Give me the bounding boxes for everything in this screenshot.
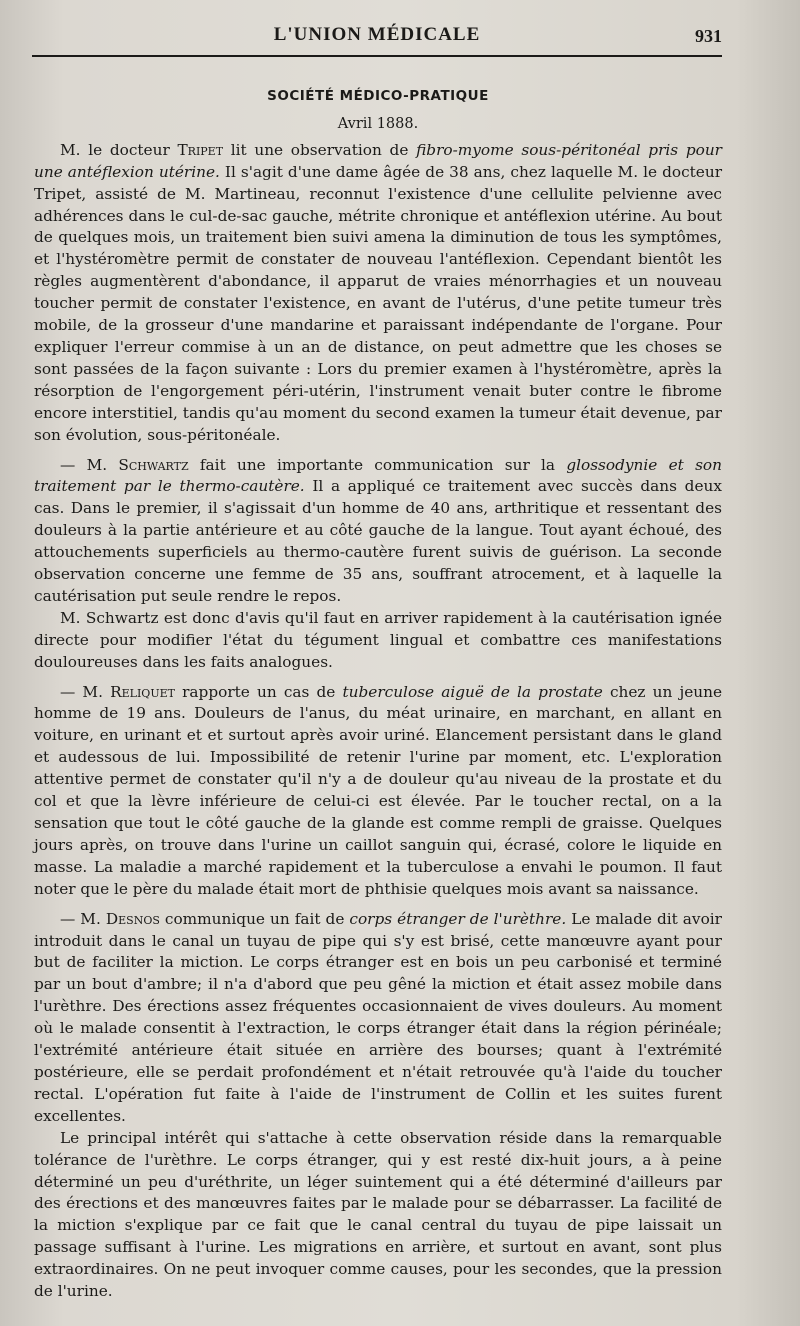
- text-run: — M.: [60, 682, 111, 701]
- emphasis-title: fibro-myome sous-péritonéal pris pour une antéflexion utérine.: [34, 140, 722, 181]
- page-number: 931: [695, 26, 722, 46]
- paragraph-tripet: [34, 140, 722, 447]
- paragraph-desnos-discussion: Le principal intérêt qui s'attache à cette observation réside dans la remarquable tolérance de l'urèthre. Le corps étranger, qui y est resté dix-huit jours, a à peine déterminé un peu d'uréthrite, un léger suintement qui a été déterminé d'ailleurs par des érections et des manœuvres faites par le malade pour se débarrasser. La facilité de la miction s'explique par ce fait que le canal central du tuyau de pipe laissait un passage suffisant à l'urine. Les migrations en arrière, et surtout en avant, sont plus extraordinaires. On ne peut invoquer comme causes, pour les secondes, que la pression de l'urine.: [34, 1128, 722, 1301]
- paragraph-desnos: [34, 909, 722, 1128]
- section-title: SOCIÉTÉ MÉDICO-PRATIQUE: [267, 88, 489, 104]
- text-run: M. le docteur: [60, 140, 178, 159]
- emphasis-title: glossodynie et son traitement par le thermo-cautère.: [34, 455, 722, 496]
- article-body: [34, 86, 722, 1303]
- author-name: Desnos: [105, 909, 160, 928]
- author-name: Schwartz: [118, 455, 189, 474]
- emphasis-title: tuberculose aiguë de la prostate: [342, 682, 603, 701]
- text-run: Il a appliqué ce traitement avec succès dans deux cas. Dans le premier, il s'agissait d'un homme de 40 ans, arthritique et ressentant des douleurs à la partie antérieure et au côté gauche de la langue. Tout ayant échoué, des attouchements superficiels au thermo-cautère furent suivis de guérison. La seconde observation concerne une femme de 35 ans, souffrant atrocement, et à laquelle la cautérisation put seule rendre le repos.: [34, 477, 722, 605]
- paragraph-schwartz: [34, 455, 722, 608]
- section-date: Avril 1888.: [337, 115, 419, 132]
- text-run: fait une importante communication sur la: [188, 455, 567, 474]
- paragraph-reliquet: [34, 682, 722, 901]
- text-run: rapporte un cas de: [174, 682, 343, 701]
- text-run: chez un jeune homme de 19 ans. Douleurs de l'anus, du méat urinaire, en marchant, en allant en voiture, en urinant et et surtout après avoir uriné. Elancement persistant dans le gland et audessous de lui. Impossibilité de retenir l'urine par moment, etc. L'exploration attentive permet de constater qu'il n'y a de douleur qu'au niveau de la prostate et du col et que la lèvre inférieure de celui-ci est élevée. Par le toucher rectal, on a la sensation que tout le côté gauche de la glande est comme rempli de graisse. Quelques jours après, on trouve dans l'urine un caillot sanguin qui, écrasé, colore le liquide en masse. La maladie a marché rapidement et la tuberculose a envahi le poumon. Il faut noter que le père du malade était mort de phthisie quelques mois avant sa naissance.: [34, 682, 723, 898]
- text-run: communique un fait de: [159, 909, 350, 928]
- text-run: — M.: [60, 909, 106, 928]
- header-rule: [32, 55, 722, 57]
- running-header: [32, 20, 722, 50]
- text-run: — M.: [60, 455, 119, 474]
- paragraph-schwartz-conclusion: M. Schwartz est donc d'avis qu'il faut en arriver rapidement à la cautérisation ignée directe pour modifier l'état du tégument lingual et combattre ces manifestations douloureuses dans les faits analogues.: [34, 608, 722, 671]
- author-name: Tripet: [177, 140, 224, 159]
- author-name: Reliquet: [110, 682, 175, 701]
- text-run: lit une observation de: [223, 140, 417, 159]
- emphasis-title: corps étranger de l'urèthre.: [349, 909, 567, 928]
- text-run: Il s'agit d'une dame âgée de 38 ans, chez laquelle M. le docteur Tripet, assisté de M. Martineau, reconnut l'existence d'une cellulite pelvienne avec adhérences dans le cul-de-sac gauche, métrite chronique et antéflexion utérine. Au bout de quelques mois, un traitement bien suivi amena la diminution de tous les symptômes, et l'hystéromètre permit de constater de nouveau l'antéflexion. Cependant bientôt les règles augmentèrent d'abondance, il apparut de vraies ménorrhagies et un nouveau toucher permit de constater l'existence, en avant de l'utérus, d'une petite tumeur très mobile, de la grosseur d'une mandarine et paraissant indépendante de l'organe. Pour expliquer l'erreur commise à un an de distance, on peut admettre que les choses se sont passées de la façon suivante : Lors du premier examen à l'hystéromètre, après la résorption de l'engorgement péri-utérin, l'instrument venait buter contre le fibrome encore interstitiel, tandis qu'au moment du second examen la tumeur était devenue, par son évolution, sous-péritonéale.: [34, 162, 723, 444]
- journal-title: L'UNION MÉDICALE: [273, 24, 481, 45]
- text-run: Le malade dit avoir introduit dans le canal un tuyau de pipe qui s'y est brisé, cette manœuvre ayant pour but de faciliter la miction. Le corps étranger est en bois un peu carbonisé et terminé par un bout d'ambre; il n'a d'abord que peu gêné la miction et était assez mobile dans l'urèthre. Des érections assez fréquentes occasionnaient de vives douleurs. Au moment où le malade consentit à l'extraction, le corps étranger était dans la région périnéale; l'extrémité antérieure était située en arrière des bourses; quant à l'extrémité postérieure, elle se perdait profondément et n'était retrouvée qu'à l'aide du toucher rectal. L'opération fut faite à l'aide de l'instrument de Collin et les suites furent excellentes.: [34, 909, 722, 1125]
